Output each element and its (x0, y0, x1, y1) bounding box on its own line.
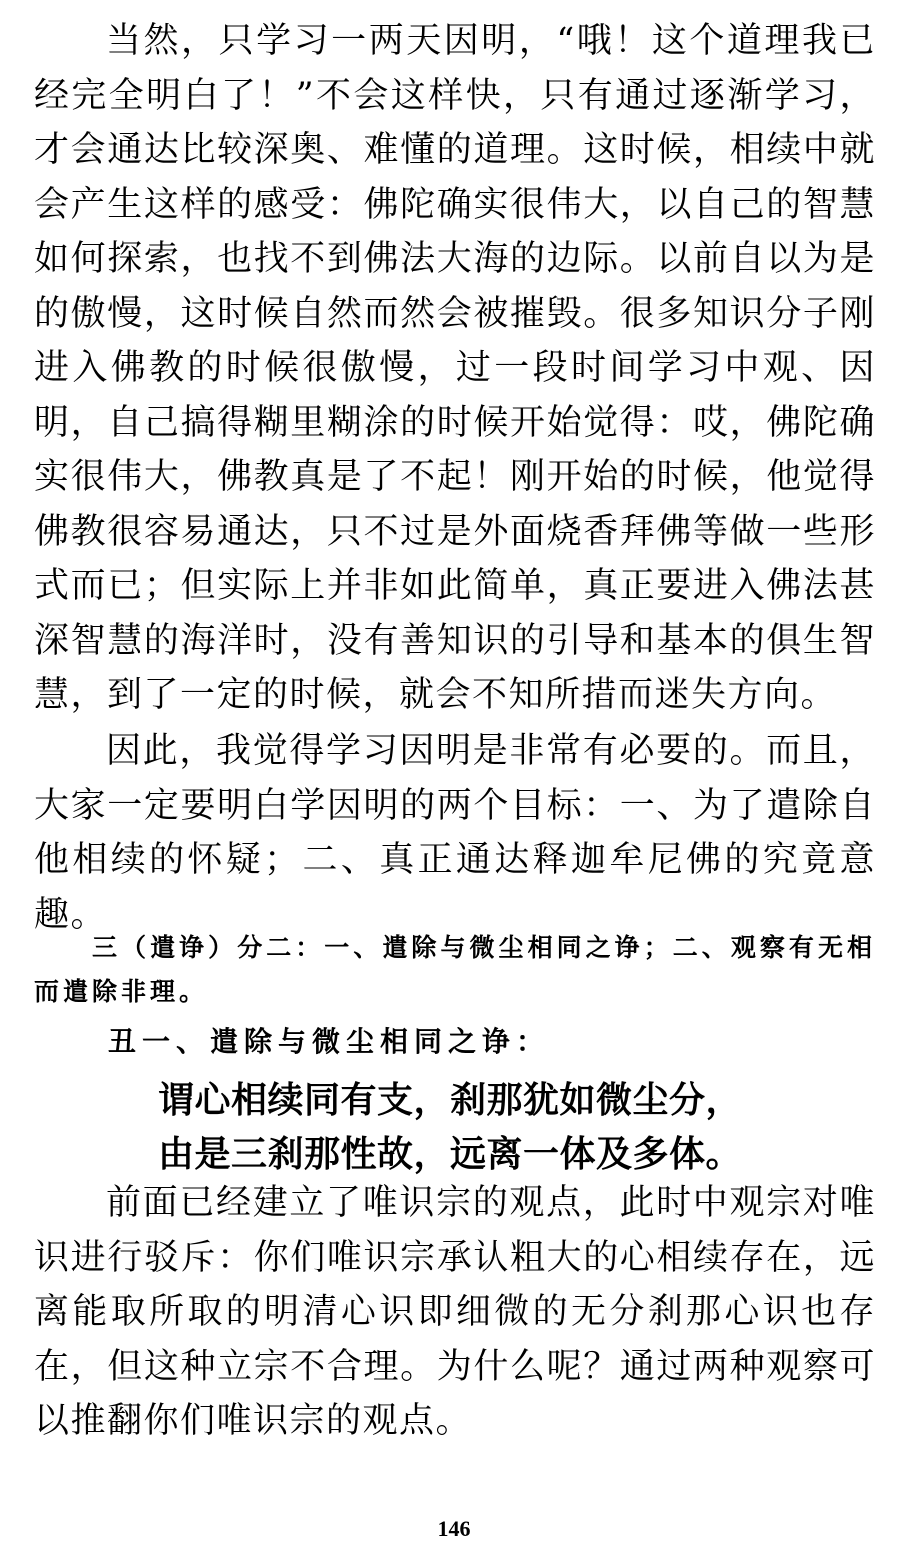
verse-line-2: 由是三刹那性故，远离一体及多体。 (158, 1134, 743, 1175)
subsection-heading: 丑一、遣除与微尘相同之诤： (108, 1025, 551, 1058)
body-paragraph-2: 因此，我觉得学习因明是非常有必要的。而且，大家一定要明白学因明的两个目标：一、为了遣除自他相续的怀疑；二、真正通达释迦牟尼佛的究竟意趣。 (34, 731, 876, 935)
body-paragraph-1: 当然，只学习一两天因明，“哦！这个道理我已经完全明白了！”不会这样快，只有通过逐渐学习，才会通达比较深奥、难懂的道理。这时候，相续中就会产生这样的感受：佛陀确实很伟大，以自己的智慧如何探索，也找不到佛法大海的边际。以前自以为是的傲慢，这时候自然而然会被摧毁。很多知识分子刚进入佛教的时候很傲慢，过一段时间学习中观、因明，自己搞得糊里糊涂的时候开始觉得：哎，佛陀确实很伟大，佛教真是了不起！刚开始的时候，他觉得佛教很容易通达，只不过是外面烧香拜佛等做一些形式而已；但实际上并非如此简单，真正要进入佛法甚深智慧的海洋时，没有善知识的引导和基本的俱生智慧，到了一定的时候，就会不知所措而迷失方向。 (34, 21, 876, 715)
body-paragraph-3: 前面已经建立了唯识宗的观点，此时中观宗对唯识进行驳斥：你们唯识宗承认粗大的心相续存在，远离能取所取的明清心识即细微的无分刹那心识也存在，但这种立宗不合理。为什么呢？通过两种观察可以推翻你们唯识宗的观点。 (34, 1183, 876, 1441)
section-heading: 三（遣诤）分二：一、遣除与微尘相同之诤；二、观察有无相而遣除非理。 (34, 933, 876, 1006)
page-number: 146 (437, 1516, 471, 1541)
verse-line-1: 谓心相续同有支，刹那犹如微尘分， (158, 1080, 743, 1121)
